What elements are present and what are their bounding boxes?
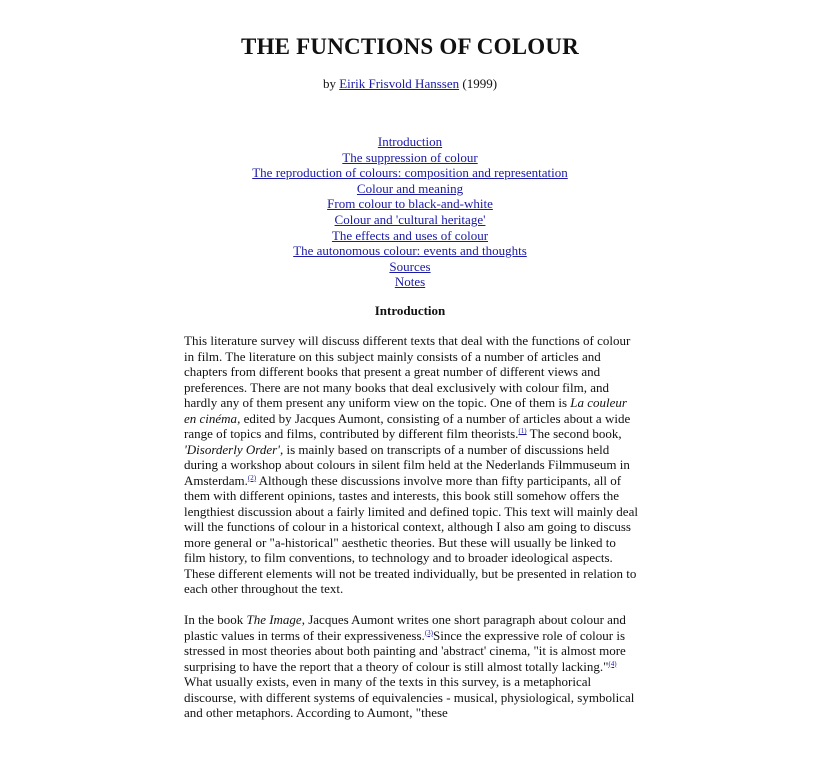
toc-link-effects-uses[interactable]: The effects and uses of colour xyxy=(331,227,489,243)
table-of-contents xyxy=(0,134,820,290)
byline-year: (1999) xyxy=(462,76,498,91)
paragraph-text: is mainly based on transcripts of a number of discussions held during a workshop about colours in silent film held at the Nederlands Filmmuseum in Amsterdam. xyxy=(184,441,630,488)
paragraph-text: This literature survey will discuss different texts that deal with the functions of colour in film. The literature on this subject mainly consists of a number of articles and chapters from different books that present a great number of different views and preferences. There are not many books that deal exclusively with colour film, and hardly any of them present any uniform view on the topic. One of them is xyxy=(184,333,631,410)
section-heading: Introduction xyxy=(374,303,446,318)
book-title: The Image xyxy=(246,612,302,627)
byline xyxy=(0,76,820,92)
toc-item xyxy=(0,196,820,212)
footnote-link-2[interactable]: (2) xyxy=(247,473,257,482)
footnote-link-4[interactable]: (4) xyxy=(608,659,617,668)
byline-prefix: by xyxy=(322,76,336,91)
toc-link-suppression[interactable]: The suppression of colour xyxy=(342,149,478,165)
toc-link-meaning[interactable]: Colour and meaning xyxy=(356,180,464,196)
toc-item xyxy=(0,274,820,290)
body-paragraph-1 xyxy=(184,333,640,597)
author-link[interactable]: Eirik Frisvold Hanssen xyxy=(339,76,460,91)
page-title: THE FUNCTIONS OF COLOUR xyxy=(241,34,579,59)
toc-item xyxy=(0,181,820,197)
paragraph-text: Although these discussions involve more than fifty participants, all of them with different opinions, tastes and interests, this book still somehow offers the lengthiest discussion about a fairly limited and defined topic. This text will mainly deal will the functions of colour in a historical context, although I also am going to discuss more general or "a-historical" aesthetic theories. But these will usually be linked to film history, to film conventions, to technology and to broader ideological aspects. These different elements will not be treated individually, but be presented in relation to each other throughout the text. xyxy=(184,472,638,596)
toc-item xyxy=(0,243,820,259)
paragraph-text: The second book, xyxy=(526,426,622,441)
toc-link-notes[interactable]: Notes xyxy=(394,274,426,290)
footnote-link-1[interactable]: (1) xyxy=(518,427,527,435)
toc-link-black-and-white[interactable]: From colour to black-and-white xyxy=(327,196,493,212)
book-title: La couleur en cinéma xyxy=(184,395,627,426)
footnote-link-3[interactable]: (3) xyxy=(424,628,433,637)
paragraph-text: , Jacques Aumont writes one short paragraph about colour and plastic values in terms of their expressiveness. xyxy=(184,612,626,643)
book-title: 'Disorderly Order', xyxy=(184,441,284,457)
paragraph-text: , edited by Jacques Aumont, consisting of a number of articles about a wide range of topics and films, contributed by different film theorists. xyxy=(184,410,631,441)
toc-item xyxy=(0,150,820,166)
toc-link-autonomous[interactable]: The autonomous colour: events and thoughts xyxy=(293,243,527,259)
toc-item xyxy=(0,134,820,150)
toc-item xyxy=(0,165,820,181)
toc-link-introduction[interactable]: Introduction xyxy=(377,134,443,149)
toc-item xyxy=(0,212,820,228)
toc-item xyxy=(0,259,820,275)
toc-link-reproduction[interactable]: The reproduction of colours: composition and representation xyxy=(252,165,568,181)
toc-item xyxy=(0,228,820,244)
paragraph-text: What usually exists, even in many of the texts in this survey, is a metaphorical discourse, with different systems of equivalencies - musical, physiological, symbolical and other metaphors. According to Aumont, "these xyxy=(184,674,635,720)
paragraph-text: In the book xyxy=(184,612,247,627)
body-paragraph-2 xyxy=(184,612,640,721)
toc-link-cultural-heritage[interactable]: Colour and 'cultural heritage' xyxy=(334,211,486,227)
paragraph-text: Since the expressive role of colour is stressed in most theories about both painting and 'abstract' cinema, "it is almost more surprising to have the report that a theory of colour is still almost totally lacking." xyxy=(184,627,626,674)
toc-link-sources[interactable]: Sources xyxy=(389,258,431,274)
